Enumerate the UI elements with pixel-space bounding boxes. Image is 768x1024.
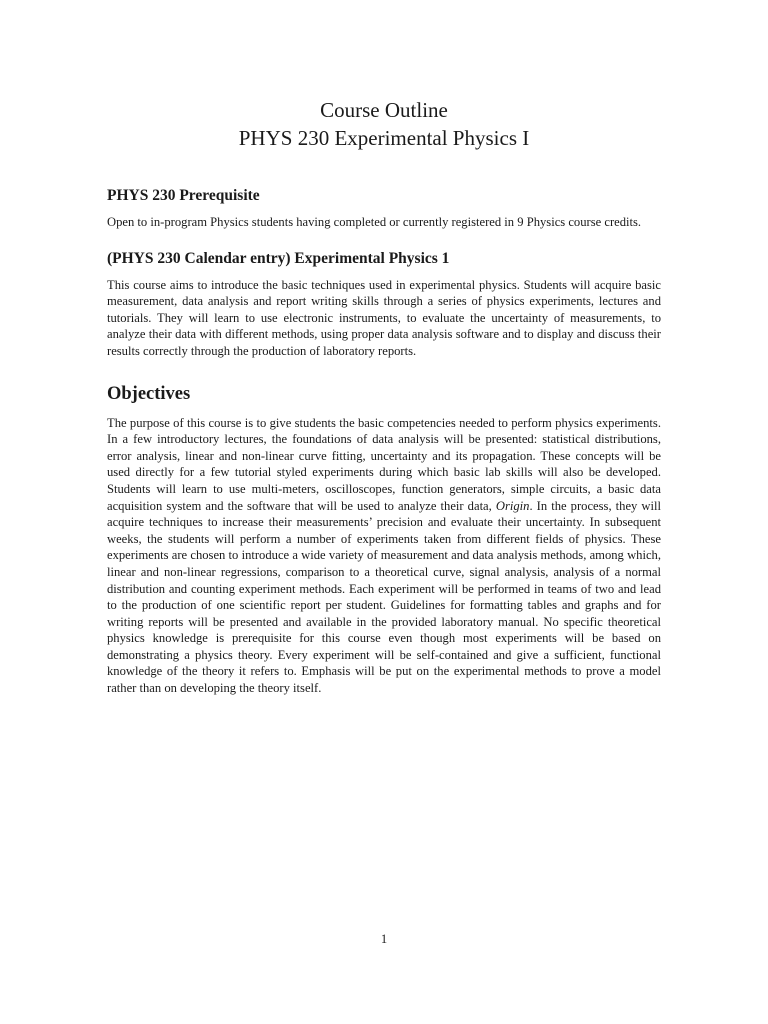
section-calendar-entry [107, 249, 661, 360]
objectives-text-part1: The purpose of this course is to give students the basic competencies needed to perform physics experiments. In a few introductory lectures, the foundations of data analysis will be presented: statistical distributions, error analysis, linear and non-linear curve fitting, uncertainty and its propagation. These concepts will be used directly for a few tutorial styled experiments during which basic lab skills will also be developed. Students will learn to use multi-meters, oscilloscopes, function generators, simple circuits, a basic data acquisition system and the software that will be used to analyze their data, [107, 415, 661, 513]
document-title [107, 96, 661, 152]
heading-calendar-entry: (PHYS 230 Calendar entry) Experimental Physics 1 [107, 249, 450, 267]
heading-objectives: Objectives [107, 383, 191, 404]
paragraph-objectives [107, 415, 661, 697]
title-course-outline: Course Outline [320, 98, 448, 122]
heading-prerequisite: PHYS 230 Prerequisite [107, 187, 260, 204]
page-number: 1 [380, 932, 388, 946]
document-page [107, 96, 661, 697]
title-course-name: PHYS 230 Experimental Physics I [238, 126, 530, 150]
origin-software-name: Origin [495, 498, 530, 513]
paragraph-prerequisite: Open to in-program Physics students having completed or currently registered in 9 Physics course credits. [107, 215, 642, 229]
section-prerequisite [107, 186, 661, 231]
section-objectives [107, 382, 661, 697]
paragraph-calendar-entry: This course aims to introduce the basic techniques used in experimental physics. Students will acquire basic measurement, data analysis and report writing skills through a series of physics experiments, lectures and tutorials. They will learn to use electronic instruments, to evaluate the uncertainty of measurements, to analyze their data with different methods, using proper data analysis software and to display and discuss their results correctly through the production of laboratory reports. [107, 277, 661, 358]
objectives-text-part2: . In the process, they will acquire techniques to increase their measurements’ precision and evaluate their uncertainty. In subsequent weeks, the students will perform a number of experiments taken from different fields of physics. These experiments are chosen to introduce a wide variety of measurement and data analysis methods, among which, linear and non-linear regressions, comparison to a theoretical curve, signal analysis, analysis of a normal distribution and counting experiment methods. Each experiment will be performed in teams of two and lead to the production of one scientific report per student. Guidelines for formatting tables and graphs and for writing reports will be presented and available in the provided laboratory manual. No specific theoretical physics knowledge is prerequisite for this course even though most experiments will be based on demonstrating a physics theory. Every experiment will be self-contained and give a sufficient, functional knowledge of the theory it refers to. Emphasis will be put on the experimental methods to prove a model rather than on developing the theory itself. [107, 498, 661, 696]
